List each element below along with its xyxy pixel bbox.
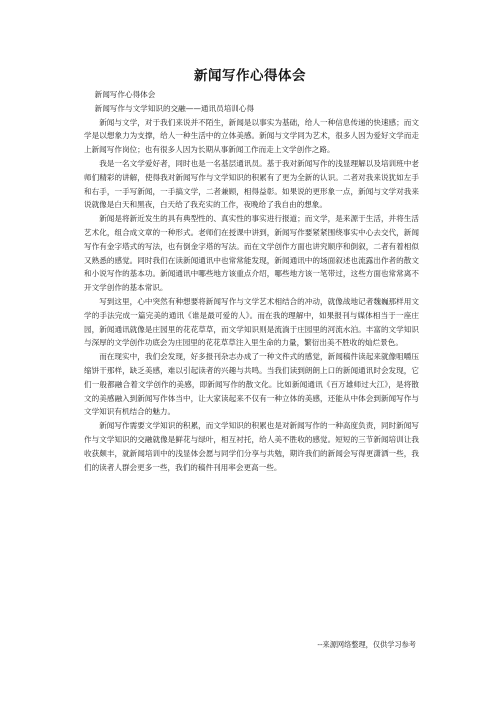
paragraph: 写到这里，心中突然有种想要将新闻写作与文学艺术相结合的冲动，就像战地记者魏巍那样用文学的手法完成一篇完美的通讯《谁是最可爱的人》。而在我的理解中，如果报刊与媒体相当于一座庄园，新闻通讯就像是庄园里的花花草草，而文学知识则是流淌于庄园里的河流水泊。丰富的文学知识与深厚的文学创作功底会为庄园里的花花草草注入里生命的力量，繁衍出美不胜收的灿烂景色。	[84, 296, 419, 348]
subtitle-line-1: 新闻写作心得体会	[94, 90, 156, 99]
document-body	[84, 88, 419, 474]
paragraph: 我是一名文学爱好者，同时也是一名基层通讯员。基于我对新闻写作的浅显理解以及培训班中老师们精彩的讲解，使得我对新闻写作与文学知识的积累有了更为全新的认识。二者对我来说犹如左手和右手，一手写新闻，一手搞文学，二者兼顾，相得益彰。如果说的更形象一点，新闻与文学对我来说就像是白天和黑夜，白天给了我充实的工作，夜晚给了我自由的想象。	[84, 158, 419, 210]
source-note: --来源网络整理，仅供学习参考	[317, 640, 416, 649]
paragraph: 新闻写作需要文学知识的积累，而文学知识的积累也是对新闻写作的一种高度负责，同时新闻写作与文学知识的交融就像是鲜花与绿叶，相互衬托，给人美不胜收的感觉。短短的三节新闻培训让我收获颇丰，就新闻培训中的浅显体会愿与同学们分享与共勉，期许我们的新闻会写得更潇洒一些，我们的读者人群会更多一些，我们的稿件刊用率会更高一些。	[84, 421, 419, 472]
paragraph: 新闻是将新近发生的具有典型性的、真实性的事实进行报道；而文学，是来源于生活，并将生活艺术化，组合成文章的一种形式。老师们在授课中讲到，新闻写作要紧紧围绕事实中心去交代，新闻写作有金字塔式的写法，也有倒金字塔的写法。而在文学创作方面也讲究顺序和倒叙，二者有着相似又熟悉的感觉。同时我们在读新闻通讯中也常常能发现，新闻通讯中的场面叙述也流露出作者的散文和小说写作的基本功。新闻通讯中哪些地方该重点介绍，哪些地方该一笔带过，这些方面也常常离不开文学创作的基本常识。	[84, 214, 419, 293]
paragraph: 新闻与文学，对于我们来说并不陌生，新闻是以事实为基础，给人一种信息传递的快速感；而文学是以想象力为支撑，给人一种生活中的立体美感。新闻与文学同为艺术，很多人因为爱好文学而走上新闻写作岗位；也有很多人因为长期从事新闻工作而走上文学创作之路。	[84, 117, 419, 155]
paragraph: 而在现实中，我们会发现，好多报刊杂志办成了一种文件式的感觉，新闻稿件读起来就像咀嚼压缩饼干那样，缺乏美感，难以引起读者的兴趣与共鸣。当我们读到朗朗上口的新闻通讯时会发现，它们一般都融合着文学创作的美感，即新闻写作的散文化。比如新闻通讯《百万雄师过大江》，是将散文的美感融入到新闻写作体当中，让大家读起来不仅有一种立体的美感，还能从中体会到新闻写作与文学知识有机结合的魅力。	[84, 352, 419, 417]
document-title: 新闻写作心得体会	[194, 68, 306, 84]
subtitle-line-2: 新闻写作与文学知识的交融——通讯员培训心得	[94, 103, 255, 113]
